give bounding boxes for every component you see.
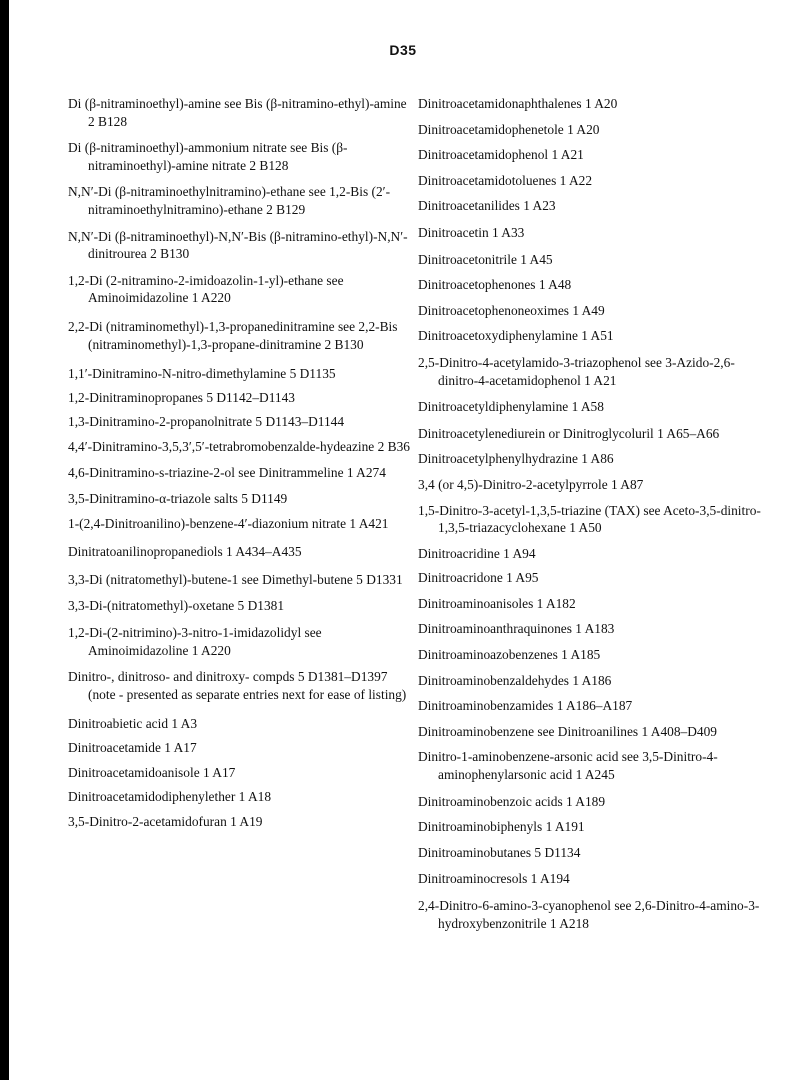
right-index-entry: Dinitroacetamidonaphthalenes 1 A20 <box>418 96 618 111</box>
right-index-entry: Dinitroaminoanthraquinones 1 A183 <box>418 621 615 637</box>
right-index-entry: Dinitroacridone 1 A95 <box>418 570 539 586</box>
left-index-entry: 2,2-Di (nitraminomethyl)-1,3-propanedinitramine see 2,2-Bis (nitraminomethyl)-1,3-propane-dinitramine 2 B130 <box>68 318 398 352</box>
right-index-entry: 3,4 (or 4,5)-Dinitro-2-acetylpyrrole 1 A87 <box>418 476 644 492</box>
left-index-entry: N,N′-Di (β-nitraminoethyl)-N,N′-Bis (β-nitramino-ethyl)-N,N′-dinitrourea 2 B130 <box>68 228 408 262</box>
right-index-entry: Dinitroaminoanisoles 1 A182 <box>418 595 576 611</box>
right-index-entry: Dinitroacetyldiphenylamine 1 A58 <box>418 399 604 415</box>
left-index-entry: 1,1′-Dinitramino-N-nitro-dimethylamine 5 D1135 <box>68 366 336 382</box>
right-index-entry: Dinitroacetophenoneoximes 1 A49 <box>418 302 605 318</box>
right-index-entry: Dinitroacetanilides 1 A23 <box>418 198 556 214</box>
right-index-entry: Dinitroacetophenones 1 A48 <box>418 277 572 293</box>
left-index-entry: 1,2-Di-(2-nitrimino)-3-nitro-1-imidazolidyl see Aminoimidazoline 1 A220 <box>68 625 322 658</box>
left-index-entry: Di (β-nitraminoethyl)-ammonium nitrate see Bis (β-nitraminoethyl)-amine nitrate 2 B128 <box>68 140 348 173</box>
left-index-entry: Di (β-nitraminoethyl)-amine see Bis (β-nitramino-ethyl)-amine 2 B128 <box>68 96 407 129</box>
page-header: D35 <box>389 42 417 58</box>
left-index-entry: 3,3-Di (nitratomethyl)-butene-1 see Dimethyl-butene 5 D1331 <box>68 571 403 587</box>
right-index-entry: 2,4-Dinitro-6-amino-3-cyanophenol see 2,6-Dinitro-4-amino-3-hydroxybenzonitrile 1 A218 <box>418 898 760 931</box>
right-index-entry: Dinitroaminocresols 1 A194 <box>418 871 570 887</box>
right-index-entry: Dinitroaminobenzaldehydes 1 A186 <box>418 672 612 688</box>
left-index-entry: 3,5-Dinitramino-α-triazole salts 5 D1149 <box>68 491 288 507</box>
left-index-entry: 1,2-Dinitraminopropanes 5 D1142–D1143 <box>68 389 295 405</box>
left-index-entry: 1,3-Dinitramino-2-propanolnitrate 5 D1143–D1144 <box>68 414 345 430</box>
left-index-entry: Dinitratoanilinopropanediols 1 A434–A435 <box>68 544 302 560</box>
left-column <box>68 87 416 830</box>
right-index-entry: Dinitroacetin 1 A33 <box>418 224 525 240</box>
left-index-entry: 1,2-Di (2-nitramino-2-imidoazolin-1-yl)-ethane see Aminoimidazoline 1 A220 <box>68 272 344 306</box>
right-index-entry: Dinitroaminobutanes 5 D1134 <box>418 844 581 860</box>
left-index-entry: 3,5-Dinitro-2-acetamidofuran 1 A19 <box>68 813 263 829</box>
right-index-entry: Dinitroacetylphenylhydrazine 1 A86 <box>418 451 614 467</box>
left-index-entry: 4,6-Dinitramino-s-triazine-2-ol see Dinitrammeline 1 A274 <box>68 464 386 480</box>
left-index-entry: Dinitroacetamide 1 A17 <box>68 740 197 756</box>
right-column <box>418 87 768 932</box>
right-index-entry: Dinitroaminobenzoic acids 1 A189 <box>418 793 606 809</box>
right-index-entry: Dinitroacetamidophenol 1 A21 <box>418 147 584 163</box>
left-index-entry: 1-(2,4-Dinitroanilino)-benzene-4′-diazonium nitrate 1 A421 <box>68 515 389 531</box>
left-index-entry: Dinitro-, dinitroso- and dinitroxy- compds 5 D1381–D1397 (note - presented as separate entries next for ease of listing) <box>68 669 407 702</box>
left-index-entry: 4,4′-Dinitramino-3,5,3′,5′-tetrabromobenzalde-hydeazine 2 B36 <box>68 438 410 454</box>
left-index-entry: Dinitroacetamidodiphenylether 1 A18 <box>68 789 272 805</box>
right-index-entry: Dinitroacetonitrile 1 A45 <box>418 251 553 267</box>
right-index-entry: 1,5-Dinitro-3-acetyl-1,3,5-triazine (TAX) see Aceto-3,5-dinitro-1,3,5-triazacyclohexane 1 A50 <box>418 502 761 536</box>
right-index-entry: Dinitroacridine 1 A94 <box>418 545 536 561</box>
right-index-entry: Dinitroacetoxydiphenylamine 1 A51 <box>418 328 614 344</box>
right-index-entry: Dinitroaminoazobenzenes 1 A185 <box>418 647 601 663</box>
left-index-entry: N,N′-Di (β-nitraminoethylnitramino)-ethane see 1,2-Bis (2′-nitraminoethylnitramino)-ethane 2 B129 <box>68 184 391 217</box>
right-index-entry: 2,5-Dinitro-4-acetylamido-3-triazophenol see 3-Azido-2,6-dinitro-4-acetamidophenol 1 A21 <box>418 354 735 388</box>
right-index-entry: Dinitro-1-aminobenzene-arsonic acid see 3,5-Dinitro-4-aminophenylarsonic acid 1 A245 <box>418 749 718 783</box>
right-index-entry: Dinitroacetamidophenetole 1 A20 <box>418 121 600 137</box>
scan-edge <box>0 0 9 1080</box>
right-index-entry: Dinitroaminobenzene see Dinitroanilines 1 A408–D409 <box>418 723 717 739</box>
right-index-entry: Dinitroaminobenzamides 1 A186–A187 <box>418 698 633 714</box>
left-index-entry: Dinitroabietic acid 1 A3 <box>68 716 198 732</box>
left-index-entry: 3,3-Di-(nitratomethyl)-oxetane 5 D1381 <box>68 598 285 614</box>
right-index-entry: Dinitroacetamidotoluenes 1 A22 <box>418 172 593 188</box>
right-index-entry: Dinitroaminobiphenyls 1 A191 <box>418 819 585 835</box>
right-index-entry: Dinitroacetylenediurein or Dinitroglycoluril 1 A65–A66 <box>418 425 720 441</box>
left-index-entry: Dinitroacetamidoanisole 1 A17 <box>68 764 236 780</box>
